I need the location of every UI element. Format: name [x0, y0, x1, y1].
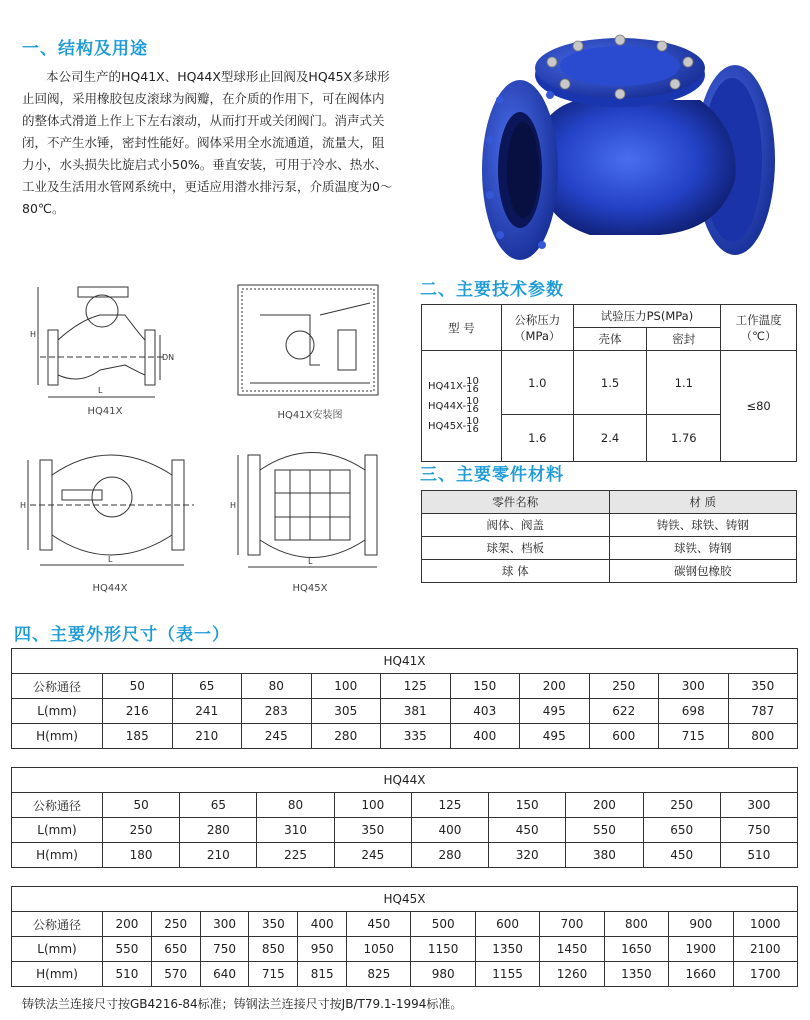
tech-params-table	[421, 304, 797, 462]
dims-table-hq45x	[11, 886, 798, 987]
valve-product-image	[470, 20, 800, 265]
shell-2: 2.4	[573, 415, 647, 462]
table-row: L(mm) 550 650 750 850 950 1050 1150 1350 1450 1650 1900 2100	[12, 937, 798, 962]
part-name: 球 体	[422, 560, 610, 583]
th-temp: 工作温度 （℃）	[721, 305, 797, 351]
section-title-tech-params: 二、主要技术参数	[420, 280, 564, 300]
dim-label-dn: DN	[162, 353, 175, 362]
th-test-pressure: 试验压力PS(MPa)	[573, 305, 720, 328]
materials-table	[421, 490, 797, 583]
table-row: L(mm) 250 280 310 350 400 450 550 650 750	[12, 818, 798, 843]
th-shell: 壳体	[573, 328, 647, 351]
caption-hq45x: HQ45X	[292, 583, 328, 594]
part-material: 碳钢包橡胶	[609, 560, 797, 583]
table-row: H(mm) 180 210 225 245 280 320 380 450 510	[12, 843, 798, 868]
th-model: 型 号	[422, 305, 502, 351]
caption-hq41x-install: HQ41X安装图	[277, 410, 343, 421]
dim-label-l: L	[108, 555, 113, 564]
shell-1: 1.5	[573, 351, 647, 415]
intro-paragraph: 本公司生产的HQ41X、HQ44X型球形止回阀及HQ45X多球形止回阀，采用橡胶包皮滚球为阀瓣，在介质的作用下，可在阀体内的整体式滑道上作上下左右滚动，从而打开或关闭阀门。消声式关闭，不产生水锤，密封性能好。阀体采用全水流通道，流量大，阻力小，水头损失比旋启式小50%。垂直安装，可用于冷水、热水、工业及生活用水管网系统中，更适应用潜水排污泵，介质温度为0～80℃。	[22, 69, 393, 216]
section-title-structure: 一、结构及用途	[22, 39, 148, 59]
dim-label-h: H	[20, 501, 27, 510]
section-title-dimensions: 四、主要外形尺寸（表一）	[14, 625, 230, 645]
table-row: H(mm) 510 570 640 715 815 825 980 1155 1260 1350 1660 1700	[12, 962, 798, 987]
th-nominal-pressure: 公称压力 （MPa）	[501, 305, 573, 351]
table-row: 公称通径 200 250 300 350 400 450 500 600 700 800 900 1000	[12, 912, 798, 937]
caption-hq41x: HQ41X	[87, 406, 123, 417]
table-row: 公称通径 50 65 80 100 125 150 200 250 300 350	[12, 674, 798, 699]
th-part-name: 零件名称	[422, 491, 610, 514]
dim-label-h: H	[30, 330, 37, 339]
dims-table-hq44x	[11, 767, 798, 868]
dim-label-l: L	[98, 386, 103, 395]
th-seal: 密封	[647, 328, 721, 351]
part-name: 球架、档板	[422, 537, 610, 560]
part-material: 铸铁、球铁、铸钢	[609, 514, 797, 537]
table-row: 公称通径 50 65 80 100 125 150 200 250 300	[12, 793, 798, 818]
table-row: L(mm) 216 241 283 305 381 403 495 622 698 787	[12, 699, 798, 724]
dim-label-h: H	[230, 501, 237, 510]
table-title: HQ41X	[12, 649, 798, 674]
part-name: 阀体、阀盖	[422, 514, 610, 537]
part-material: 球铁、铸钢	[609, 537, 797, 560]
pn-1: 1.0	[501, 351, 573, 415]
seal-2: 1.76	[647, 415, 721, 462]
table-title: HQ44X	[12, 768, 798, 793]
table-row: H(mm) 185 210 245 280 335 400 495 600 715 800	[12, 724, 798, 749]
table-title: HQ45X	[12, 887, 798, 912]
caption-hq44x: HQ44X	[92, 583, 128, 594]
th-material: 材 质	[609, 491, 797, 514]
temp-value: ≤80	[721, 351, 797, 462]
dim-label-l: L	[308, 557, 313, 566]
dims-table-hq41x	[11, 648, 798, 749]
pn-2: 1.6	[501, 415, 573, 462]
model-list: HQ41X-10 16 HQ44X-10 16 HQ45X-10 16	[422, 351, 502, 462]
technical-drawings	[20, 275, 415, 595]
footnote: 铸铁法兰连接尺寸按GB4216-84标准；铸钢法兰连接尺寸按JB/T79.1-1994标准。	[22, 997, 463, 1011]
seal-1: 1.1	[647, 351, 721, 415]
section-title-materials: 三、主要零件材料	[420, 465, 564, 485]
